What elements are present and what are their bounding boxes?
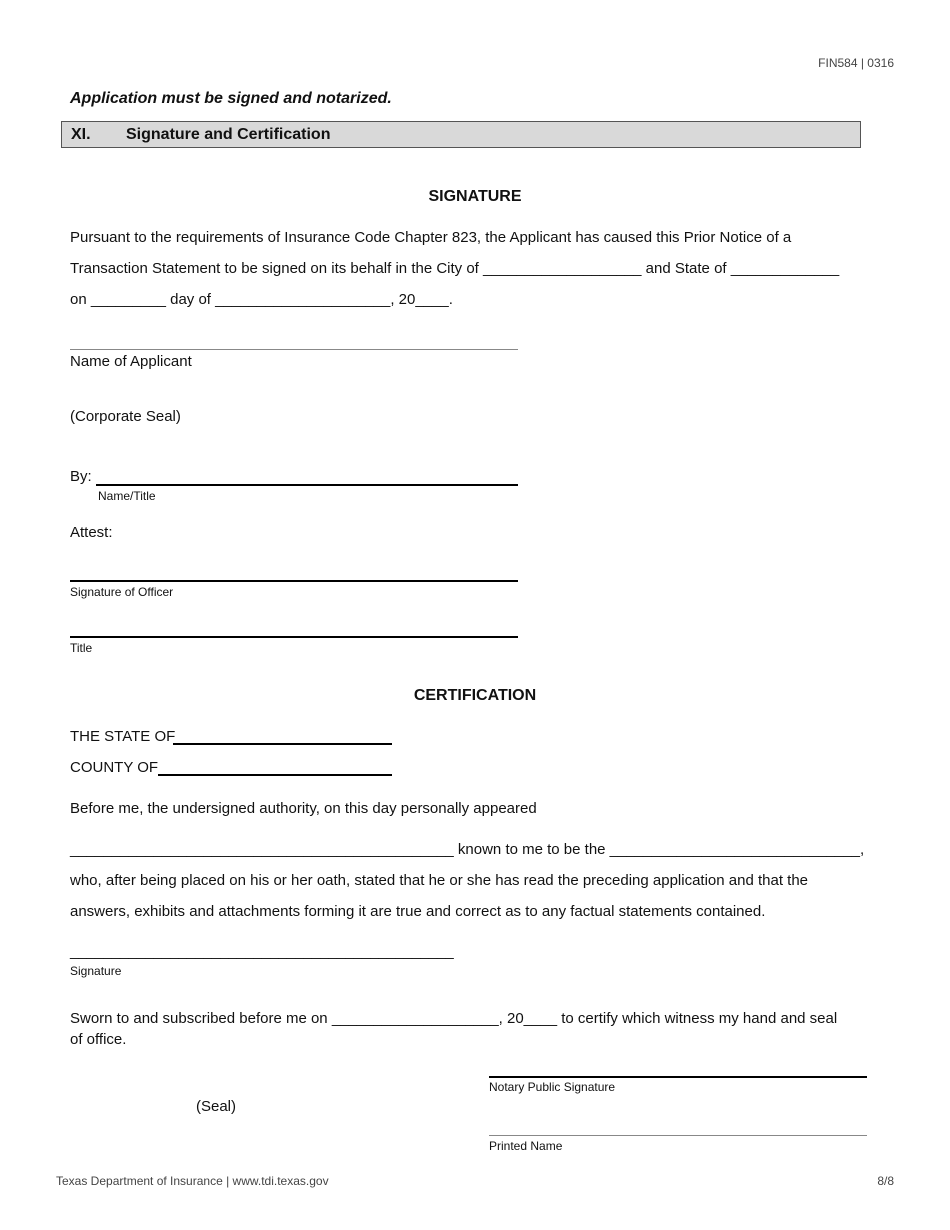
oath-text-line-1: who, after being placed on his or her oath, stated that he or she has read the preceding application and that the bbox=[70, 872, 809, 889]
section-header-bar bbox=[61, 121, 861, 148]
state-of-label: THE STATE OF bbox=[70, 728, 176, 745]
applicant-name-line[interactable] bbox=[70, 349, 518, 350]
title-label: Title bbox=[70, 641, 93, 655]
sworn-text-line-1: Sworn to and subscribed before me on ____________________, 20____ to certify which witness my hand and seal bbox=[70, 1010, 838, 1027]
form-code: FIN584 | 0316 bbox=[818, 56, 894, 70]
signature-label: Signature bbox=[70, 964, 122, 978]
notarization-notice: Application must be signed and notarized. bbox=[70, 90, 392, 107]
known-to-me-line: ______________________________________________ known to me to be the ______________________________, bbox=[70, 841, 865, 858]
corporate-seal-label: (Corporate Seal) bbox=[70, 408, 181, 425]
sworn-text-line-2: of office. bbox=[70, 1031, 127, 1048]
state-of-line[interactable] bbox=[173, 743, 392, 745]
officer-title-line[interactable] bbox=[70, 636, 518, 638]
officer-signature-line[interactable] bbox=[70, 580, 518, 582]
signature-heading: SIGNATURE bbox=[428, 188, 522, 205]
section-number: XI. bbox=[71, 126, 91, 143]
before-me-text: Before me, the undersigned authority, on this day personally appeared bbox=[70, 800, 537, 817]
certification-signature-line[interactable]: ______________________________________________ bbox=[70, 943, 454, 960]
attest-label: Attest: bbox=[70, 524, 113, 541]
signature-paragraph-line-3: on _________ day of _____________________, 20____. bbox=[70, 291, 453, 308]
county-of-line[interactable] bbox=[158, 774, 392, 776]
by-signature-line[interactable] bbox=[96, 484, 518, 486]
section-title: Signature and Certification bbox=[126, 126, 331, 143]
name-title-label: Name/Title bbox=[98, 489, 156, 503]
county-of-label: COUNTY OF bbox=[70, 759, 159, 776]
by-label: By: bbox=[70, 468, 92, 485]
name-of-applicant-label: Name of Applicant bbox=[70, 353, 192, 370]
page-number: 8/8 bbox=[877, 1174, 894, 1188]
signature-paragraph-line-1: Pursuant to the requirements of Insurance Code Chapter 823, the Applicant has caused this Prior Notice of a bbox=[70, 229, 792, 246]
notary-signature-line[interactable] bbox=[489, 1076, 867, 1078]
signature-of-officer-label: Signature of Officer bbox=[70, 585, 174, 599]
certification-heading: CERTIFICATION bbox=[413, 687, 537, 704]
printed-name-label: Printed Name bbox=[489, 1139, 563, 1153]
printed-name-line[interactable] bbox=[489, 1135, 867, 1136]
oath-text-line-2: answers, exhibits and attachments forming it are true and correct as to any factual statements contained. bbox=[70, 903, 766, 920]
signature-paragraph-line-2: Transaction Statement to be signed on its behalf in the City of ___________________ and State of _____________ bbox=[70, 260, 840, 277]
seal-label: (Seal) bbox=[196, 1098, 237, 1115]
footer-agency: Texas Department of Insurance | www.tdi.texas.gov bbox=[56, 1174, 329, 1188]
notary-signature-label: Notary Public Signature bbox=[489, 1080, 616, 1094]
